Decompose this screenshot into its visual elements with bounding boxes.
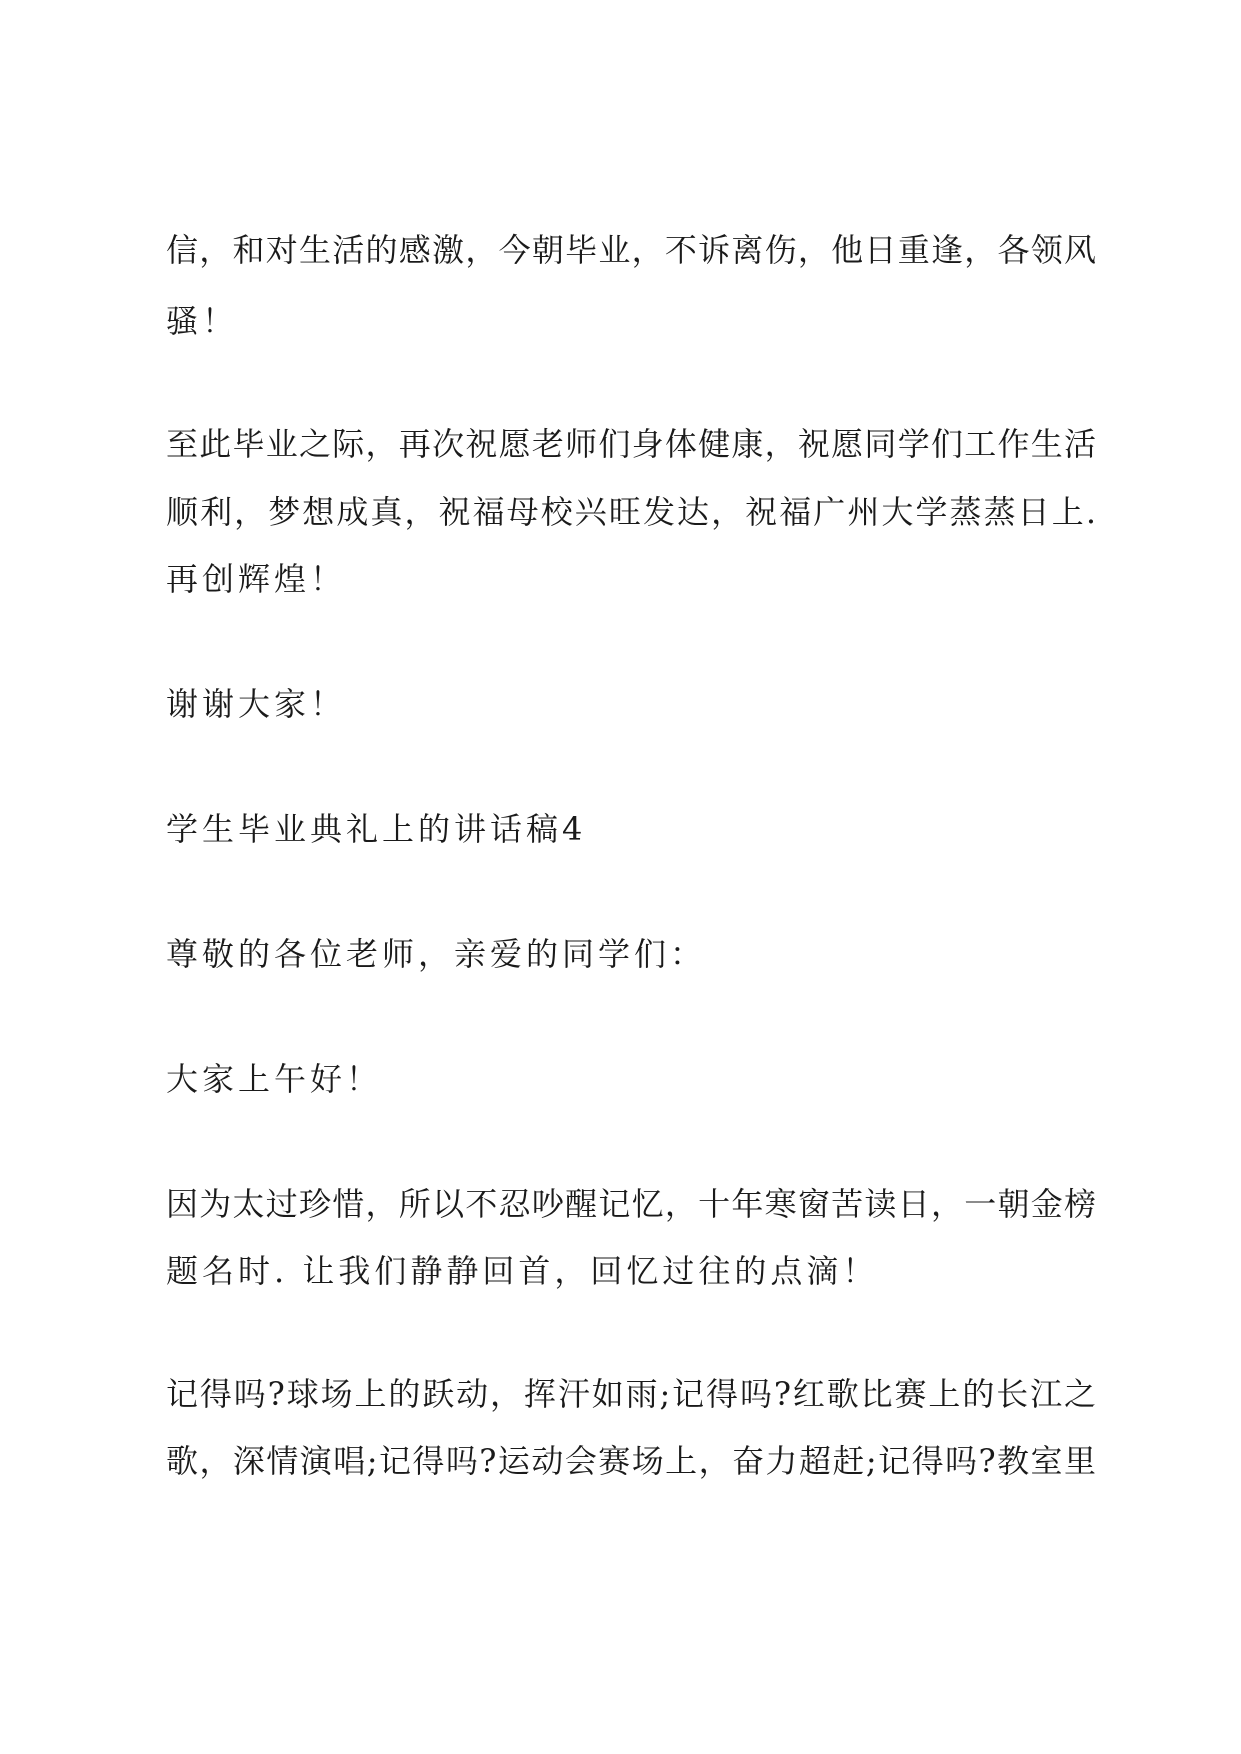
paragraph-line-1: 信，和对生活的感激，今朝毕业，不诉离伤，他日重逢，各领风 [166,231,1096,269]
paragraph-line-8: 题名时. 让我们静静回首，回忆过往的点滴！ [166,1252,879,1290]
salutation: 尊敬的各位老师，亲爱的同学们： [166,935,707,973]
section-heading: 学生毕业典礼上的讲话稿4 [166,810,587,848]
paragraph-line-9: 记得吗?球场上的跃动，挥汗如雨;记得吗?红歌比赛上的长江之 [166,1375,1096,1413]
paragraph-line-4: 顺利，梦想成真，祝福母校兴旺发达，祝福广州大学蒸蒸日上. [166,493,1096,531]
paragraph-line-7: 因为太过珍惜，所以不忍吵醒记忆，十年寒窗苦读日，一朝金榜 [166,1185,1096,1223]
greeting: 大家上午好！ [166,1060,383,1098]
paragraph-line-6: 谢谢大家！ [166,685,347,723]
paragraph-line-2: 骚！ [166,302,239,340]
paragraph-line-10: 歌，深情演唱;记得吗?运动会赛场上，奋力超赶;记得吗?教室里 [166,1442,1096,1480]
paragraph-line-3: 至此毕业之际，再次祝愿老师们身体健康，祝愿同学们工作生活 [166,425,1096,463]
paragraph-line-5: 再创辉煌！ [166,560,347,598]
